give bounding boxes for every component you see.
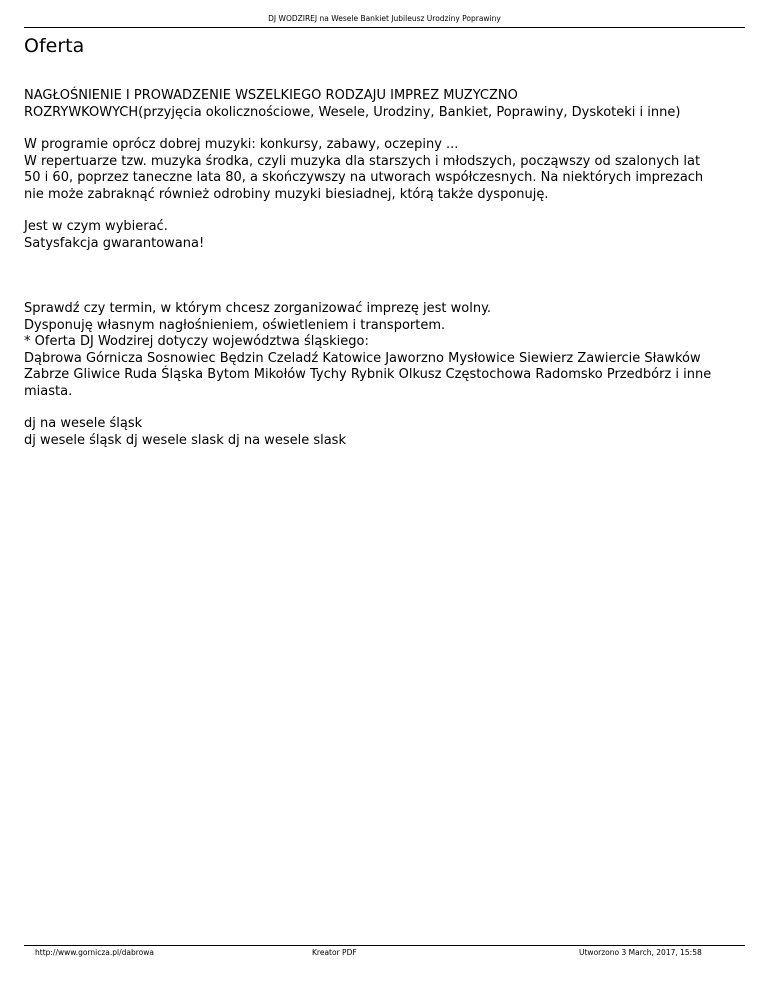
paragraph-choice: Jest w czym wybierać. Satysfakcja gwarantowana! [24,219,205,251]
page-title: Oferta [24,35,85,57]
paragraph-services: NAGŁOŚNIENIE I PROWADZENIE WSZELKIEGO RODZAJU IMPREZ MUZYCZNO ROZRYWKOWYCH(przyjęcia okolicznościowe, Wesele, Urodziny, Bankiet, Poprawiny, Dyskoteki i inne) [24,88,681,120]
article-body [24,88,736,465]
footer-creator: Kreator PDF [312,948,357,957]
footer-url-link[interactable]: http://www.gornicza.pl/dabrowa [35,948,154,957]
header-divider [24,27,745,28]
paragraph-keywords: dj na wesele śląsk dj wesele śląsk dj wesele slask dj na wesele slask [24,416,346,448]
paragraph-availability: Sprawdź czy termin, w którym chcesz zorganizować imprezę jest wolny. Dysponuję własnym nagłośnieniem, oświetleniem i transportem. * Oferta DJ Wodzirej dotyczy województwa śląskiego: Dąbrowa Górnicza Sosnowiec Będzin Czeladź Katowice Jaworzno Mysłowice Siewierz Zawiercie Sławków Zabrze Gliwice Ruda Śląska Bytom Mikołów Tychy Rybnik Olkusz Częstochowa Radomsko Przedbórz i inne miasta. [24,301,712,399]
footer-divider [24,945,745,946]
footer-created-date: Utworzono 3 March, 2017, 15:58 [579,948,702,957]
page-header-title: DJ WODZIREJ na Wesele Bankiet Jubileusz Urodziny Poprawiny [268,14,501,23]
paragraph-program: W programie oprócz dobrej muzyki: konkursy, zabawy, oczepiny ... W repertuarze tzw. muzyka środka, czyli muzyka dla starszych i młodszych, począwszy od szalonych lat 50 i 60, poprzez taneczne lata 80, a skończywszy na utworach współczesnych. Na niektórych imprezach nie może zabraknąć również odrobiny muzyki biesiadnej, którą także dysponuję. [24,137,704,202]
